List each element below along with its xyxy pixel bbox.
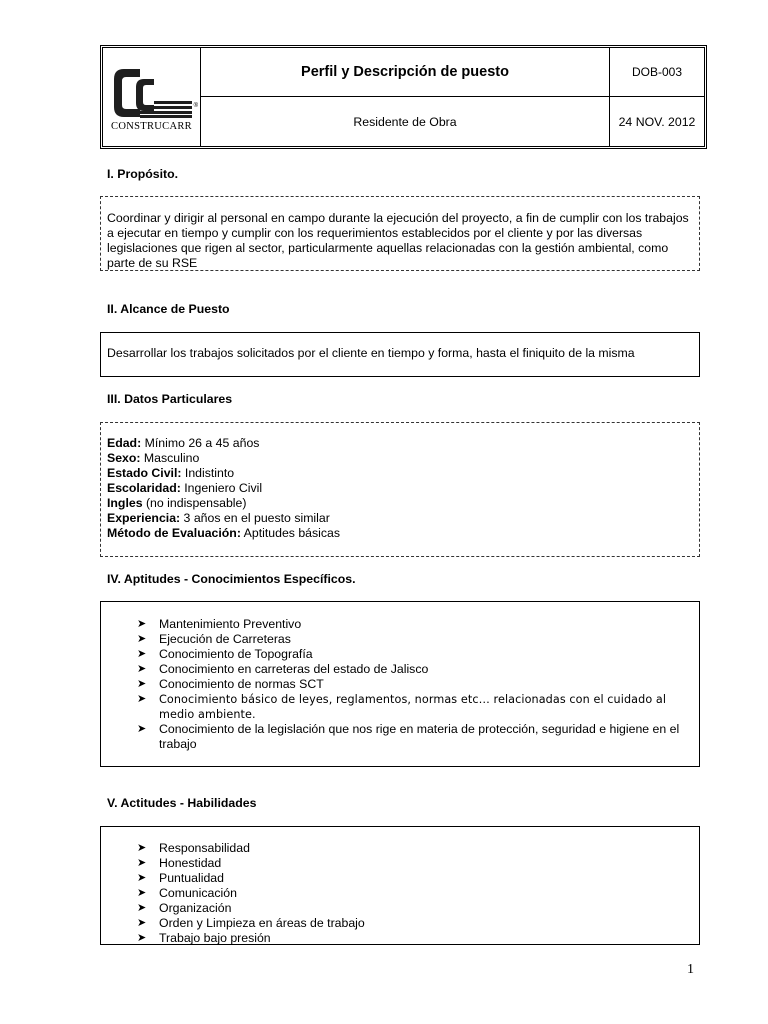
document-title: Perfil y Descripción de puesto [201, 48, 610, 97]
list-item: ➤ Trabajo bajo presión [137, 931, 271, 945]
aptitudes-list [107, 617, 693, 752]
list-item: ➤ Puntualidad [137, 871, 224, 885]
list-item: ➤ Conocimiento en carreteras del estado de Jalisco [137, 662, 429, 676]
section-title-purpose: I. Propósito. [107, 167, 179, 181]
list-item: ➤ Mantenimiento Preventivo [137, 617, 302, 631]
document-code: DOB-003 [610, 48, 704, 97]
particular-row: Estado Civil: Indistinto [107, 466, 235, 480]
registered-mark-icon: ® [193, 103, 198, 109]
company-logo [103, 48, 201, 146]
list-item: ➤ Organización [137, 901, 232, 915]
list-item: ➤ Responsabilidad [137, 841, 250, 855]
arrowhead-bullet-icon: ➤ [137, 693, 147, 705]
particular-row: Experiencia: 3 años en el puesto similar [107, 511, 330, 525]
arrowhead-bullet-icon: ➤ [137, 857, 147, 869]
list-item: ➤ Conocimiento de normas SCT [137, 677, 324, 691]
position-name: Residente de Obra [201, 97, 610, 146]
arrowhead-bullet-icon: ➤ [137, 633, 147, 645]
list-item: ➤ Conocimiento de la legislación que nos rige en materia de protección, seguridad e higiene en el trabajo [137, 722, 680, 751]
particular-row: Método de Evaluación: Aptitudes básicas [107, 526, 341, 540]
particular-row: Sexo: Masculino [107, 451, 200, 465]
purpose-text: Coordinar y dirigir al personal en campo durante la ejecución del proyecto, a fin de cumplir con los trabajos a ejecutar en tiempo y cumplir con los requerimientos establecidos por el cliente y por las diversas legislaciones que rigen al sector, particularmente aquellas relacionadas con la gestión ambiental, como parte de su RSE [107, 211, 689, 270]
arrowhead-bullet-icon: ➤ [137, 842, 147, 854]
attitudes-box [100, 826, 700, 945]
logo-caption: CONSTRUCARR [111, 120, 192, 132]
arrowhead-bullet-icon: ➤ [137, 917, 147, 929]
arrowhead-bullet-icon: ➤ [137, 663, 147, 675]
aptitudes-box [100, 601, 700, 767]
page-number: 1 [687, 962, 694, 977]
particular-row: Escolaridad: Ingeniero Civil [107, 481, 263, 495]
list-item: ➤ Conocimiento de Topografía [137, 647, 313, 661]
arrowhead-bullet-icon: ➤ [137, 723, 147, 735]
document-header [100, 45, 707, 149]
list-item: ➤ Comunicación [137, 886, 237, 900]
purpose-box [100, 196, 700, 271]
scope-text: Desarrollar los trabajos solicitados por el cliente en tiempo y forma, hasta el finiquito de la misma [107, 346, 635, 360]
arrowhead-bullet-icon: ➤ [137, 887, 147, 899]
list-item: ➤ Conocimiento básico de leyes, reglamentos, normas etc… relacionadas con el cuidado al medio ambiente. [137, 693, 667, 721]
list-item: ➤ Orden y Limpieza en áreas de trabajo [137, 916, 365, 930]
construcarr-logo-icon [110, 67, 194, 119]
particular-row: Ingles (no indispensable) [107, 496, 247, 510]
arrowhead-bullet-icon: ➤ [137, 902, 147, 914]
particulars-box [100, 422, 700, 557]
arrowhead-bullet-icon: ➤ [137, 618, 147, 630]
arrowhead-bullet-icon: ➤ [137, 932, 147, 944]
section-title-scope: II. Alcance de Puesto [107, 302, 230, 316]
list-item: ➤ Ejecución de Carreteras [137, 632, 291, 646]
document-date: 24 NOV. 2012 [618, 114, 696, 129]
attitudes-list [107, 841, 693, 946]
scope-box [100, 332, 700, 377]
section-title-particulars: III. Datos Particulares [107, 392, 233, 406]
particular-row: Edad: Mínimo 26 a 45 años [107, 436, 260, 450]
arrowhead-bullet-icon: ➤ [137, 678, 147, 690]
arrowhead-bullet-icon: ➤ [137, 648, 147, 660]
arrowhead-bullet-icon: ➤ [137, 872, 147, 884]
list-item: ➤ Honestidad [137, 856, 222, 870]
section-title-aptitudes: IV. Aptitudes - Conocimientos Específicos. [107, 572, 356, 586]
section-title-attitudes: V. Actitudes - Habilidades [107, 796, 257, 810]
